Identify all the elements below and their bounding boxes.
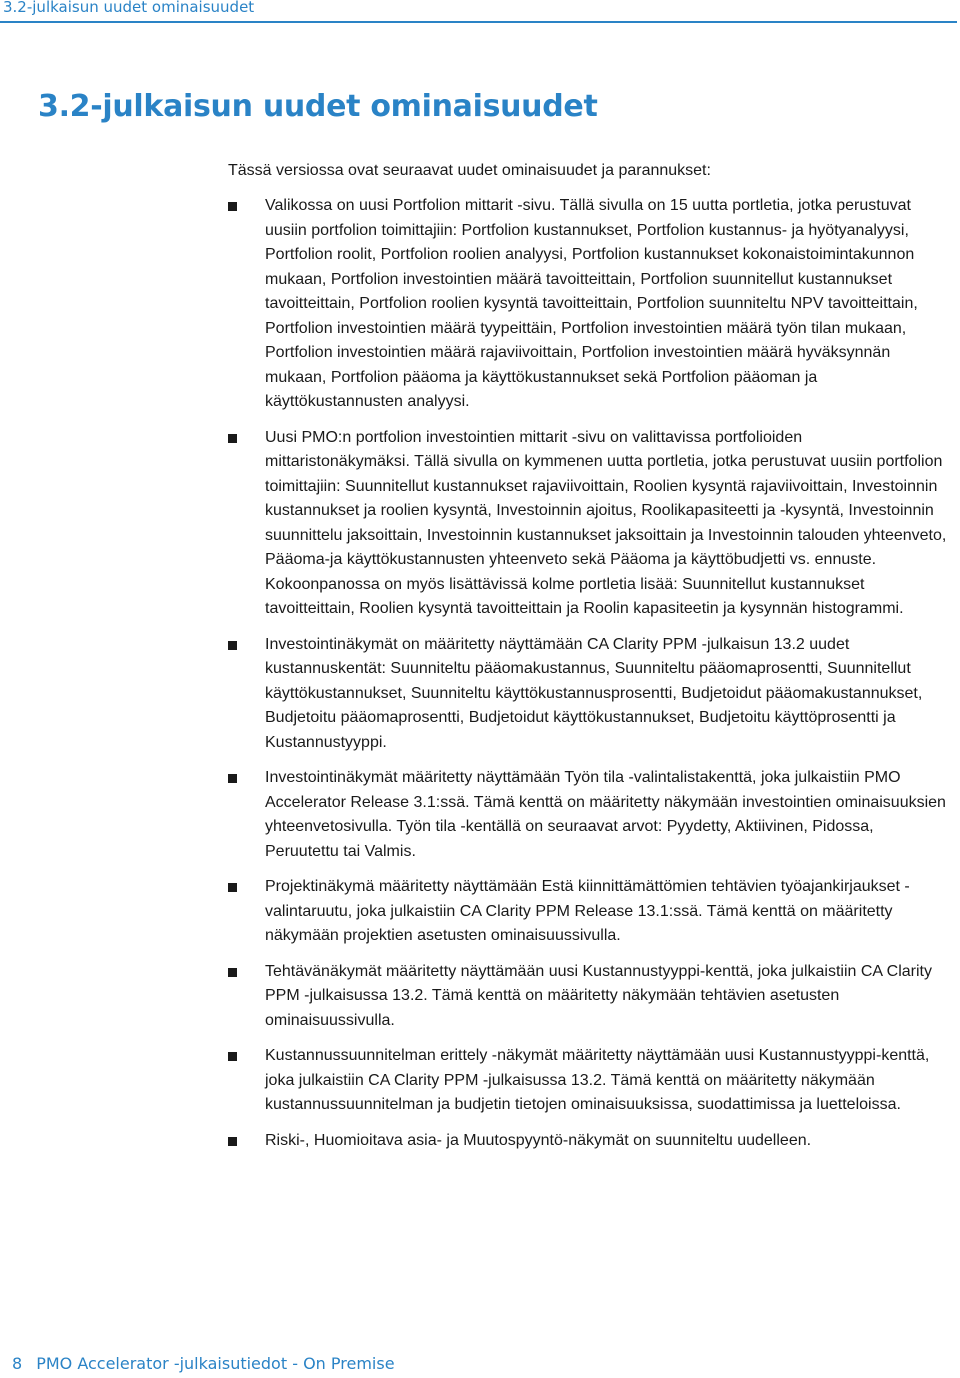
feature-text: Valikossa on uusi Portfolion mittarit -sivu. Tällä sivulla on 15 uutta portletia, jotka perustuvat uusiin portfolion toimittajiin: Portfolion kustannukset, Portfolion kustannus- ja hyötyanalyysi, Portfolion roolit, Portfolion roolien analyysi, Portfolion kustannukset kokonaistoimintakunnon mukaan, Portfolion investointien määrä tavoitteittain, Portfolion suunnitellut kustannukset tavoitteittain, Portfolion roolien kysyntä tavoitteittain, Portfolion suunniteltu NPV tavoitteittain, Portfolion investointien määrä tyypeittäin, Portfolion investointien määrä työn tilan mukaan, Portfolion investointien määrä rajaviivoittain, Portfolion investointien määrä hyväksynnän mukaan, Portfolion pääoma ja käyttökustannukset sekä Portfolion pääoman ja käyttökustannusten analyysi.	[265, 197, 918, 410]
intro-paragraph: Tässä versiossa ovat seuraavat uudet ominaisuudet ja parannukset:	[228, 162, 711, 179]
page-footer	[12, 1354, 395, 1373]
square-bullet-icon	[228, 1137, 237, 1146]
feature-text: Investointinäkymät määritetty näyttämään Työn tila -valintalistakenttä, joka julkaistiin PMO Accelerator Release 3.1:ssä. Tämä kenttä on määritetty näkymään investointien ominaisuuksien yhteenvetosivulla. Työn tila -kentällä on seuraavat arvot: Pyydetty, Aktiivinen, Pidossa, Peruutettu tai Valmis.	[265, 769, 946, 860]
feature-text: Kustannussuunnitelman erittely -näkymät määritetty näyttämään uusi Kustannustyyppi-kenttä, joka julkaistiin CA Clarity PPM -julkaisussa 13.2. Tämä kenttä on määritetty näkymään kustannussuunnitelman ja budjetin tietojen ominaisuuksissa, suodattimissa ja luetteloissa.	[265, 1047, 930, 1113]
feature-text: Projektinäkymä määritetty näyttämään Estä kiinnittämättömien tehtävien työajankirjaukset -valintaruutu, joka julkaistiin CA Clarity PPM Release 13.1:ssä. Tämä kenttä on määritetty näkymään projektien asetusten ominaisuussivulla.	[265, 878, 910, 944]
feature-item	[228, 875, 948, 949]
feature-item	[228, 633, 948, 756]
footer-doc-title: PMO Accelerator -julkaisutiedot - On Premise	[36, 1354, 395, 1373]
square-bullet-icon	[228, 434, 237, 443]
feature-item	[228, 1129, 948, 1154]
feature-item	[228, 960, 948, 1034]
feature-text: Investointinäkymät on määritetty näyttämään CA Clarity PPM -julkaisun 13.2 uudet kustannuskentät: Suunniteltu pääomakustannus, Suunniteltu pääomaprosentti, Suunnitellut käyttökustannukset, Suunniteltu käyttökustannusprosentti, Budjetoidut pääomakustannukset, Budjetoitu pääomaprosentti, Budjetoidut käyttökustannukset, Budjetoitu käyttöprosentti ja Kustannustyyppi.	[265, 635, 923, 751]
square-bullet-icon	[228, 968, 237, 977]
feature-text: Riski-, Huomioitava asia- ja Muutospyyntö-näkymät on suunniteltu uudelleen.	[265, 1131, 812, 1149]
page-number: 8	[12, 1354, 23, 1373]
feature-list	[228, 194, 948, 1153]
running-header-title: 3.2-julkaisun uudet ominaisuudet	[3, 0, 255, 16]
feature-item	[228, 1044, 948, 1118]
square-bullet-icon	[228, 202, 237, 211]
feature-item	[228, 766, 948, 864]
square-bullet-icon	[228, 883, 237, 892]
feature-text: Tehtävänäkymät määritetty näyttämään uusi Kustannustyyppi-kenttä, joka julkaistiin CA Clarity PPM -julkaisussa 13.2. Tämä kenttä on määritetty näkymään tehtävien asetusten ominaisuussivulla.	[265, 962, 932, 1029]
page-title: 3.2-julkaisun uudet ominaisuudet	[38, 89, 598, 124]
header-divider	[0, 21, 957, 23]
square-bullet-icon	[228, 1052, 237, 1061]
feature-item	[228, 194, 948, 415]
feature-text: Uusi PMO:n portfolion investointien mittarit -sivu on valittavissa portfolioiden mittaristonäkymäksi. Tällä sivulla on kymmenen uutta portletia, jotka perustuvat uusiin portfolion toimittajiin: Suunnitellut kustannukset rajaviivoittain, Roolien kysyntä rajaviivoittain, Investoinnin kustannukset ja roolien kysyntä, Investoinnin ajoitus, Roolikapasiteetti ja -kysyntä, Investoinnin suunnittelu jaksoittain, Investoinnin kustannukset jaksoittain ja Investoinnin talouden yhteenveto, Pääoma-ja käyttökustannusten yhteenveto sekä Pääoma ja käyttöbudjetti vs. ennuste. Kokoonpanossa on myös lisättävissä kolme portletia lisää: Suunnitellut kustannukset tavoitteittain, Roolien kysyntä tavoitteittain ja Roolin kapasiteetin ja kysynnän histogrammi.	[265, 428, 947, 617]
square-bullet-icon	[228, 641, 237, 650]
square-bullet-icon	[228, 774, 237, 783]
feature-item	[228, 426, 948, 622]
